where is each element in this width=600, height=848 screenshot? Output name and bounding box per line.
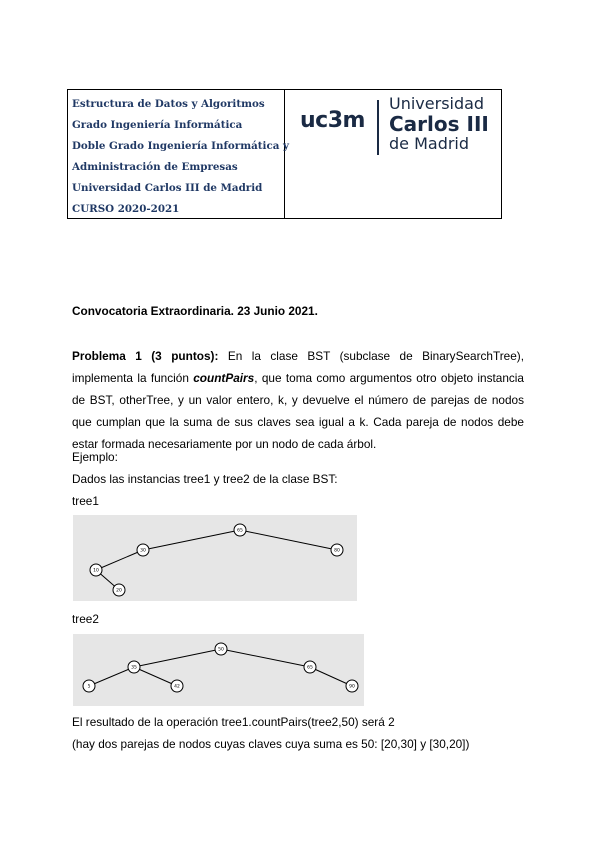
exam-heading: Convocatoria Extraordinaria. 23 Junio 2021. [72,304,318,318]
function-name: countPairs [193,371,255,385]
logo-divider [377,100,379,155]
header-table [67,89,502,219]
course-double-degree-cont: Administración de Empresas [72,161,238,173]
tree1-node [137,544,149,556]
tree2-edge-50-35 [134,649,221,667]
tree1-diagram [73,515,357,601]
example-label: Ejemplo: [72,450,118,464]
problem-label: Problema 1 (3 puntos): [72,349,219,363]
logo-line-1: Universidad [389,94,485,113]
svg-text:65: 65 [307,665,313,671]
university-logo [285,90,501,218]
problem-text-before: En la clase BST (subclase de BinarySearchTree), implementa la función [72,349,524,385]
svg-text:10: 10 [93,568,99,574]
tree1-node [234,524,246,536]
tree1-node [113,584,125,596]
tree2-edge-50-65 [221,649,310,667]
logo-line-3: de Madrid [389,134,470,153]
svg-text:90: 90 [349,684,355,690]
tree2-node [128,661,140,673]
problem-text-after: , que toma como argumentos otro objeto instancia de BST, otherTree, y un valor entero, k, y devuelve el número de parejas de nodos que cumplan que la suma de sus claves sea igual a k. Cada pareja de nodos debe estar formada necesariamente por un nodo de cada árbol. [72,371,524,451]
course-info [68,90,289,218]
course-subject: Estructura de Datos y Algoritmos [72,98,265,110]
instances-text: Dados las instancias tree1 y tree2 de la clase BST: [72,472,338,486]
course-university: Universidad Carlos III de Madrid [72,182,263,194]
tree2-edge-65-90 [310,667,352,686]
svg-text:5: 5 [87,684,91,690]
tree1-label: tree1 [72,494,99,508]
tree2-node [346,680,358,692]
tree1-edge-30-10 [96,550,143,570]
result-text: El resultado de la operación tree1.countPairs(tree2,50) será 2 [72,715,395,729]
svg-text:42: 42 [174,684,180,690]
tree2-node [304,661,316,673]
logo-wordmark [389,96,489,152]
course-degree: Grado Ingeniería Informática [72,119,243,131]
problem-statement [72,345,524,455]
logo-line-2: Carlos III [389,112,489,136]
tree2-edge-35-42 [134,667,177,686]
tree2-node [171,680,183,692]
tree1-edge-65-80 [240,530,337,550]
logo-uc3m: uc3m [300,108,365,133]
svg-text:20: 20 [116,588,122,594]
svg-text:50: 50 [218,647,224,653]
tree1-node [90,564,102,576]
tree2-node [83,680,95,692]
course-double-degree: Doble Grado Ingeniería Informática y [72,140,289,152]
tree2-edge-35-5 [89,667,134,686]
svg-text:80: 80 [334,548,340,554]
svg-text:35: 35 [131,665,137,671]
tree2-diagram [73,634,364,706]
svg-text:30: 30 [140,548,146,554]
tree2-label: tree2 [72,612,99,626]
explanation-text: (hay dos parejas de nodos cuyas claves cuya suma es 50: [20,30] y [30,20]) [72,737,470,751]
tree1-edge-65-30 [143,530,240,550]
tree2-node [215,643,227,655]
course-year: CURSO 2020-2021 [72,203,180,215]
tree1-node [331,544,343,556]
svg-text:65: 65 [237,528,243,534]
